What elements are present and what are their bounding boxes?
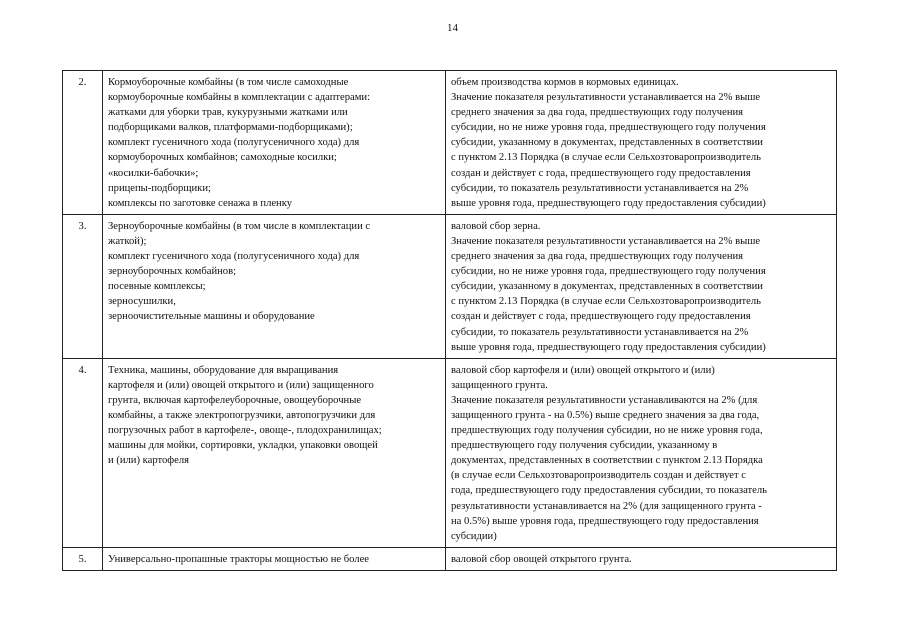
- text-line: жатками для уборки трав, кукурузными жатками или: [108, 107, 348, 119]
- text-line: и (или) картофеля: [108, 455, 190, 467]
- text-line: валовой сбор картофеля и (или) овощей открытого и (или): [451, 364, 715, 376]
- text-line: Значение показателя результативности устанавливаются на 2% (для: [451, 394, 758, 406]
- text-line: предшествующих году получения субсидии, но не ниже уровня года,: [451, 425, 763, 437]
- text-line: Техника, машины, оборудование для выращивания: [108, 364, 339, 376]
- text-line: Универсально-пропашные тракторы мощностью не более: [108, 553, 369, 565]
- text-line: комплект гусеничного хода (полугусеничного хода) для: [108, 251, 360, 263]
- text-line: комплект гусеничного хода (полугусеничного хода) для: [108, 137, 360, 149]
- text-line: зерносушилки,: [108, 296, 176, 308]
- text-line: субсидии, но не ниже уровня года, предшествующего году получения: [451, 266, 766, 278]
- text-line: документах, представленных в соответствии с пунктом 2.13 Порядка: [451, 455, 763, 467]
- text-line: Кормоуборочные комбайны (в том числе самоходные: [108, 77, 349, 88]
- text-line: защищенного грунта - на 0.5%) выше среднего значения за два года,: [451, 409, 760, 421]
- text-line: посевные комплексы;: [108, 281, 206, 293]
- text-line: субсидии): [451, 530, 497, 542]
- subsidy-indicators-table: [62, 70, 837, 571]
- text-line: «косилки-бабочки»;: [108, 167, 199, 179]
- text-line: жаткой);: [108, 235, 147, 247]
- row-number: 3.: [63, 214, 103, 358]
- text-line: предшествующего году получения субсидии, указанному в: [451, 440, 718, 452]
- text-line: картофеля и (или) овощей открытого и (или) защищенного: [108, 379, 374, 391]
- text-line: защищенного грунта.: [451, 379, 548, 391]
- text-line: субсидии, то показатель результативности устанавливается на 2%: [451, 326, 749, 338]
- text-line: года, предшествующего году предоставления субсидии, то показатель: [451, 485, 767, 497]
- text-line: грунта, включая картофелеуборочные, овощеуборочные: [108, 394, 362, 406]
- page-number: 14: [447, 22, 458, 34]
- table-row: [63, 214, 837, 358]
- text-line: среднего значения за два года, предшествующих году получения: [451, 251, 744, 263]
- text-line: комплексы по заготовке сенажа в пленку: [108, 197, 293, 209]
- equipment-cell: [103, 71, 446, 215]
- text-line: Зерноуборочные комбайны (в том числе в комплектации с: [108, 220, 371, 232]
- text-line: субсидии, но не ниже уровня года, предшествующего году получения: [451, 122, 766, 134]
- text-line: выше уровня года, предшествующего году предоставления субсидии): [451, 197, 766, 209]
- text-line: выше уровня года, предшествующего году предоставления субсидии): [451, 341, 766, 353]
- row-number: 4.: [63, 358, 103, 547]
- text-line: субсидии, указанному в документах, представленных в соответствии: [451, 281, 763, 293]
- text-line: с пунктом 2.13 Порядка (в случае если Сельхозтоваропроизводитель: [451, 152, 761, 164]
- text-line: Значение показателя результативности устанавливается на 2% выше: [451, 235, 761, 247]
- text-line: зерноуборочных комбайнов;: [108, 266, 237, 278]
- text-line: прицепы-подборщики;: [108, 182, 211, 194]
- text-line: создан и действует с года, предшествующего году предоставления: [451, 311, 751, 323]
- indicator-cell: [446, 214, 837, 358]
- text-line: подборщиками валков, платформами-подборщиками);: [108, 122, 353, 134]
- text-line: с пунктом 2.13 Порядка (в случае если Сельхозтоваропроизводитель: [451, 296, 761, 308]
- text-line: Значение показателя результативности устанавливается на 2% выше: [451, 92, 761, 104]
- table-row: [63, 71, 837, 215]
- text-line: валовой сбор овощей открытого грунта.: [451, 553, 632, 565]
- text-line: на 0.5%) выше уровня года, предшествующего году предоставления: [451, 515, 759, 527]
- text-line: результативности устанавливается на 2% (для защищенного грунта -: [451, 500, 762, 512]
- indicator-cell: [446, 71, 837, 215]
- text-line: комбайны, а также электропогрузчики, автопогрузчики для: [108, 409, 376, 421]
- table-row: [63, 547, 837, 570]
- text-line: субсидии, указанному в документах, представленных в соответствии: [451, 137, 763, 149]
- text-line: субсидии, то показатель результативности устанавливается на 2%: [451, 182, 749, 194]
- indicator-cell: [446, 547, 837, 570]
- text-line: среднего значения за два года, предшествующих году получения: [451, 107, 744, 119]
- row-number: 5.: [63, 547, 103, 570]
- text-line: кормоуборочных комбайнов; самоходные косилки;: [108, 152, 337, 164]
- equipment-cell: [103, 214, 446, 358]
- table-row: [63, 358, 837, 547]
- text-line: (в случае если Сельхозтоваропроизводитель создан и действует с: [451, 470, 746, 482]
- text-line: машины для мойки, сортировки, укладки, упаковки овощей: [108, 440, 378, 452]
- equipment-cell: [103, 358, 446, 547]
- text-line: создан и действует с года, предшествующего году предоставления: [451, 167, 751, 179]
- row-number: 2.: [63, 71, 103, 215]
- text-line: валовой сбор зерна.: [451, 220, 541, 232]
- text-line: зерноочистительные машины и оборудование: [108, 311, 315, 323]
- equipment-cell: [103, 547, 446, 570]
- indicator-cell: [446, 358, 837, 547]
- text-line: кормоуборочные комбайны в комплектации с адаптерами:: [108, 92, 371, 104]
- text-line: погрузочных работ в картофеле-, овоще-, плодохранилищах;: [108, 425, 382, 437]
- text-line: объем производства кормов в кормовых единицах.: [451, 77, 679, 88]
